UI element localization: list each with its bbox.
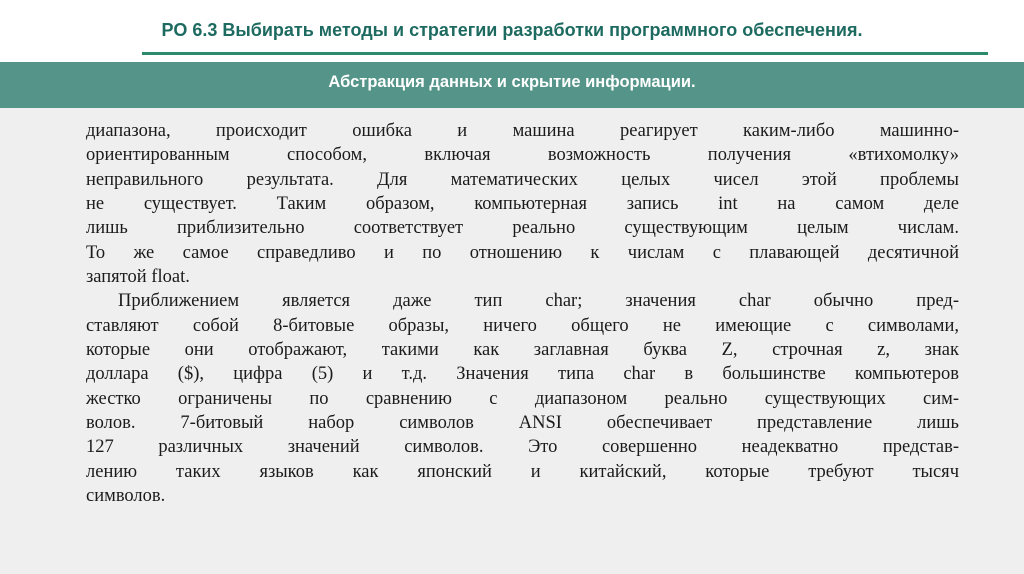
text-line: ориентированным способом, включая возможность получения «втихомолку» <box>86 145 959 166</box>
text-line: волов. 7-битовый набор символов ANSI обеспечивает представление лишь <box>86 413 959 434</box>
text-line: символов. <box>86 486 166 507</box>
text-line: доллара ($), цифра (5) и т.д. Значения типа char в большинстве компьютеров <box>86 364 959 385</box>
page-title: РО 6.3 Выбирать методы и стратегии разработки программного обеспечения. <box>161 20 863 40</box>
text-line: 127 различных значений символов. Это совершенно неадекватно представ- <box>86 437 959 458</box>
text-line: лению таких языков как японский и китайский, которые требуют тысяч <box>86 461 959 482</box>
text-line: неправильного результата. Для математических целых чисел этой проблемы <box>86 169 959 190</box>
section-subtitle: Абстракция данных и скрытие информации. <box>328 73 696 91</box>
text-line: ставляют собой 8-битовые образы, ничего общего не имеющие с символами, <box>86 315 959 336</box>
title-divider <box>142 52 988 55</box>
text-line: лишь приблизительно соответствует реально существующим целым числам. <box>86 218 959 239</box>
text-line: не существует. Таким образом, компьютерная запись int на самом деле <box>86 194 959 215</box>
text-line: запятой float. <box>86 267 190 288</box>
document-body <box>86 119 959 509</box>
text-line: То же самое справедливо и по отношению к числам с плавающей десятичной <box>86 242 959 263</box>
text-line: жестко ограничены по сравнению с диапазоном реально существующих сим- <box>86 388 959 409</box>
text-line: диапазона, происходит ошибка и машина реагирует каким-либо машинно- <box>86 121 959 141</box>
text-line: которые они отображают, такими как заглавная буква Z, строчная z, знак <box>86 340 959 361</box>
paragraph-start-line: Приближением является даже тип char; значения char обычно пред- <box>118 291 959 312</box>
